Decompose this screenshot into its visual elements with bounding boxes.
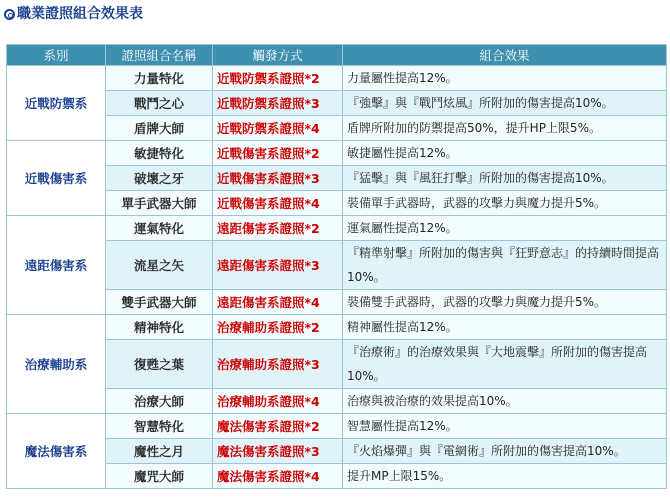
table-row	[7, 389, 667, 414]
effect-cell: 盾牌所附加的防禦提高50%，提升HP上限5%。	[343, 116, 667, 141]
combination-name-cell: 精神特化	[106, 315, 213, 340]
effect-cell: 『火焰爆彈』與『電網術』所附加的傷害提高10%。	[343, 439, 667, 464]
table-row	[7, 290, 667, 315]
table-row	[7, 439, 667, 464]
trigger-cell: 治療輔助系證照*2	[213, 315, 343, 340]
trigger-cell: 近戰防禦系證照*4	[213, 116, 343, 141]
trigger-cell: 遠距傷害系證照*3	[213, 241, 343, 290]
effect-cell: 『強擊』與『戰鬥炫風』所附加的傷害提高10%。	[343, 91, 667, 116]
table-row	[7, 91, 667, 116]
trigger-cell: 魔法傷害系證照*4	[213, 464, 343, 489]
table-row	[7, 241, 667, 290]
combination-name-cell: 單手武器大師	[106, 191, 213, 216]
effect-cell: 『精準射擊』所附加的傷害與『狂野意志』的持續時間提高10%。	[343, 241, 667, 290]
combination-name-cell: 力量特化	[106, 66, 213, 91]
category-cell: 魔法傷害系	[7, 414, 106, 489]
combination-name-cell: 破壞之牙	[106, 166, 213, 191]
table-row	[7, 141, 667, 166]
combination-effects-table	[6, 44, 667, 489]
combination-name-cell: 流星之矢	[106, 241, 213, 290]
header-combination-name: 證照組合名稱	[106, 45, 213, 66]
effect-cell: 提升MP上限15%。	[343, 464, 667, 489]
combination-name-cell: 治療大師	[106, 389, 213, 414]
trigger-cell: 近戰防禦系證照*3	[213, 91, 343, 116]
header-combination-effect: 組合效果	[343, 45, 667, 66]
combination-name-cell: 雙手武器大師	[106, 290, 213, 315]
circle-bullet-icon	[4, 9, 15, 20]
category-cell: 治療輔助系	[7, 315, 106, 414]
category-cell: 遠距傷害系	[7, 216, 106, 315]
effect-cell: 『猛擊』與『風狂打擊』所附加的傷害提高10%。	[343, 166, 667, 191]
header-trigger-method: 觸發方式	[213, 45, 343, 66]
effect-cell: 裝備單手武器時，武器的攻擊力與魔力提升5%。	[343, 191, 667, 216]
table-row	[7, 116, 667, 141]
effect-cell: 治療與被治療的效果提高10%。	[343, 389, 667, 414]
table-row	[7, 166, 667, 191]
header-category: 系別	[7, 45, 106, 66]
table-header-row	[7, 45, 667, 66]
combination-name-cell: 敏捷特化	[106, 141, 213, 166]
table-row	[7, 414, 667, 439]
page-title	[4, 3, 143, 25]
effect-cell: 裝備雙手武器時，武器的攻擊力與魔力提升5%。	[343, 290, 667, 315]
effect-cell: 精神屬性提高12%。	[343, 315, 667, 340]
table-row	[7, 464, 667, 489]
trigger-cell: 近戰傷害系證照*4	[213, 191, 343, 216]
effect-cell: 運氣屬性提高12%。	[343, 216, 667, 241]
table-row	[7, 340, 667, 389]
combination-name-cell: 運氣特化	[106, 216, 213, 241]
combination-name-cell: 魔性之月	[106, 439, 213, 464]
category-cell: 近戰防禦系	[7, 66, 106, 141]
category-cell: 近戰傷害系	[7, 141, 106, 216]
effect-cell: 敏捷屬性提高12%。	[343, 141, 667, 166]
table-row	[7, 315, 667, 340]
trigger-cell: 魔法傷害系證照*2	[213, 414, 343, 439]
trigger-cell: 近戰傷害系證照*3	[213, 166, 343, 191]
combination-name-cell: 盾牌大師	[106, 116, 213, 141]
combination-name-cell: 智慧特化	[106, 414, 213, 439]
combination-name-cell: 戰鬥之心	[106, 91, 213, 116]
combination-name-cell: 魔咒大師	[106, 464, 213, 489]
trigger-cell: 治療輔助系證照*4	[213, 389, 343, 414]
effect-cell: 智慧屬性提高12%。	[343, 414, 667, 439]
table-row	[7, 216, 667, 241]
trigger-cell: 遠距傷害系證照*2	[213, 216, 343, 241]
combination-name-cell: 復甦之葉	[106, 340, 213, 389]
trigger-cell: 近戰防禦系證照*2	[213, 66, 343, 91]
effect-cell: 力量屬性提高12%。	[343, 66, 667, 91]
table-row	[7, 66, 667, 91]
trigger-cell: 魔法傷害系證照*3	[213, 439, 343, 464]
page-title-text: 職業證照組合效果表	[17, 6, 143, 22]
trigger-cell: 治療輔助系證照*3	[213, 340, 343, 389]
table-row	[7, 191, 667, 216]
effect-cell: 『治療術』的治療效果與『大地震擊』所附加的傷害提高10%。	[343, 340, 667, 389]
trigger-cell: 近戰傷害系證照*2	[213, 141, 343, 166]
trigger-cell: 遠距傷害系證照*4	[213, 290, 343, 315]
